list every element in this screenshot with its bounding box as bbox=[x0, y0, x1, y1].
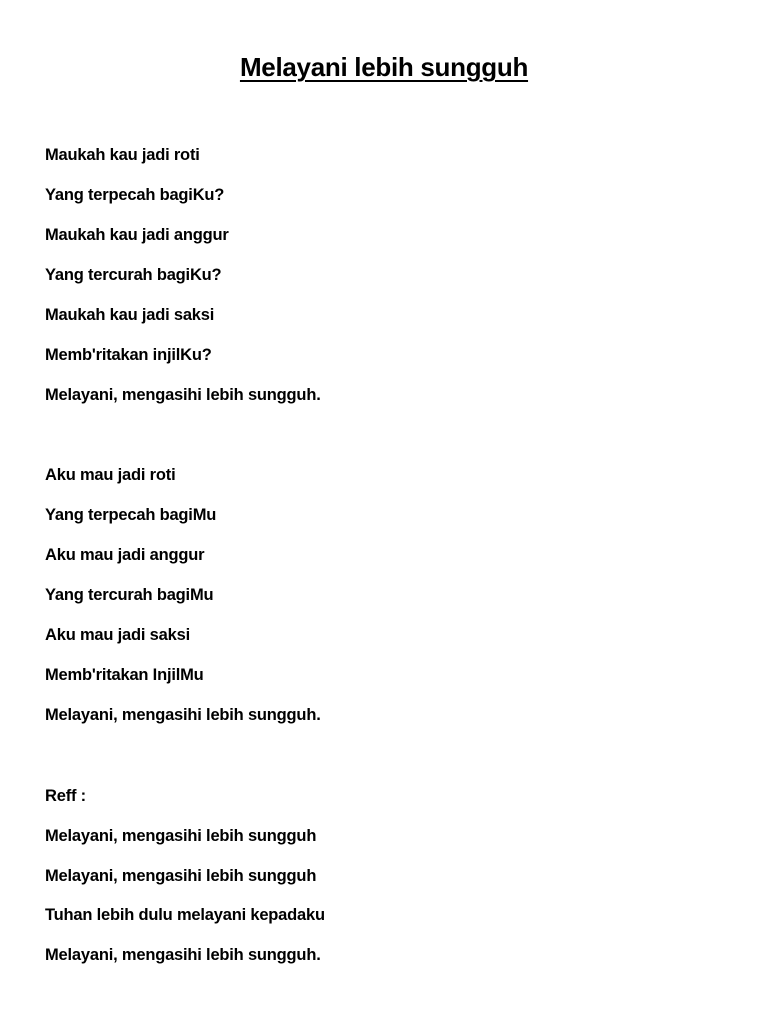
lyric-line: Melayani, mengasihi lebih sungguh. bbox=[45, 706, 321, 724]
lyric-line: Memb'ritakan InjilMu bbox=[45, 666, 204, 684]
lyric-line: Aku mau jadi saksi bbox=[45, 626, 190, 644]
lyric-line: Yang tercurah bagiKu? bbox=[45, 266, 222, 284]
lyric-line: Maukah kau jadi roti bbox=[45, 146, 200, 164]
lyric-line: Maukah kau jadi saksi bbox=[45, 306, 215, 324]
lyric-line: Yang tercurah bagiMu bbox=[45, 586, 214, 604]
lyric-line: Memb'ritakan injilKu? bbox=[45, 346, 212, 364]
lyric-line: Melayani, mengasihi lebih sungguh bbox=[45, 867, 317, 885]
lyric-line: Melayani, mengasihi lebih sungguh. bbox=[45, 386, 321, 404]
lyric-line: Maukah kau jadi anggur bbox=[45, 226, 229, 244]
lyric-line: Tuhan lebih dulu melayani kepadaku bbox=[45, 906, 325, 924]
lyric-line: Melayani, mengasihi lebih sungguh. bbox=[45, 946, 321, 964]
lyric-line: Yang terpecah bagiMu bbox=[45, 506, 217, 524]
lyric-line: Aku mau jadi roti bbox=[45, 466, 176, 484]
page-title: Melayani lebih sungguh bbox=[239, 52, 529, 82]
lyric-line: Aku mau jadi anggur bbox=[45, 546, 205, 564]
lyric-line: Yang terpecah bagiKu? bbox=[45, 186, 225, 204]
lyric-line: Melayani, mengasihi lebih sungguh bbox=[45, 827, 317, 845]
refrain-label: Reff : bbox=[45, 787, 86, 805]
